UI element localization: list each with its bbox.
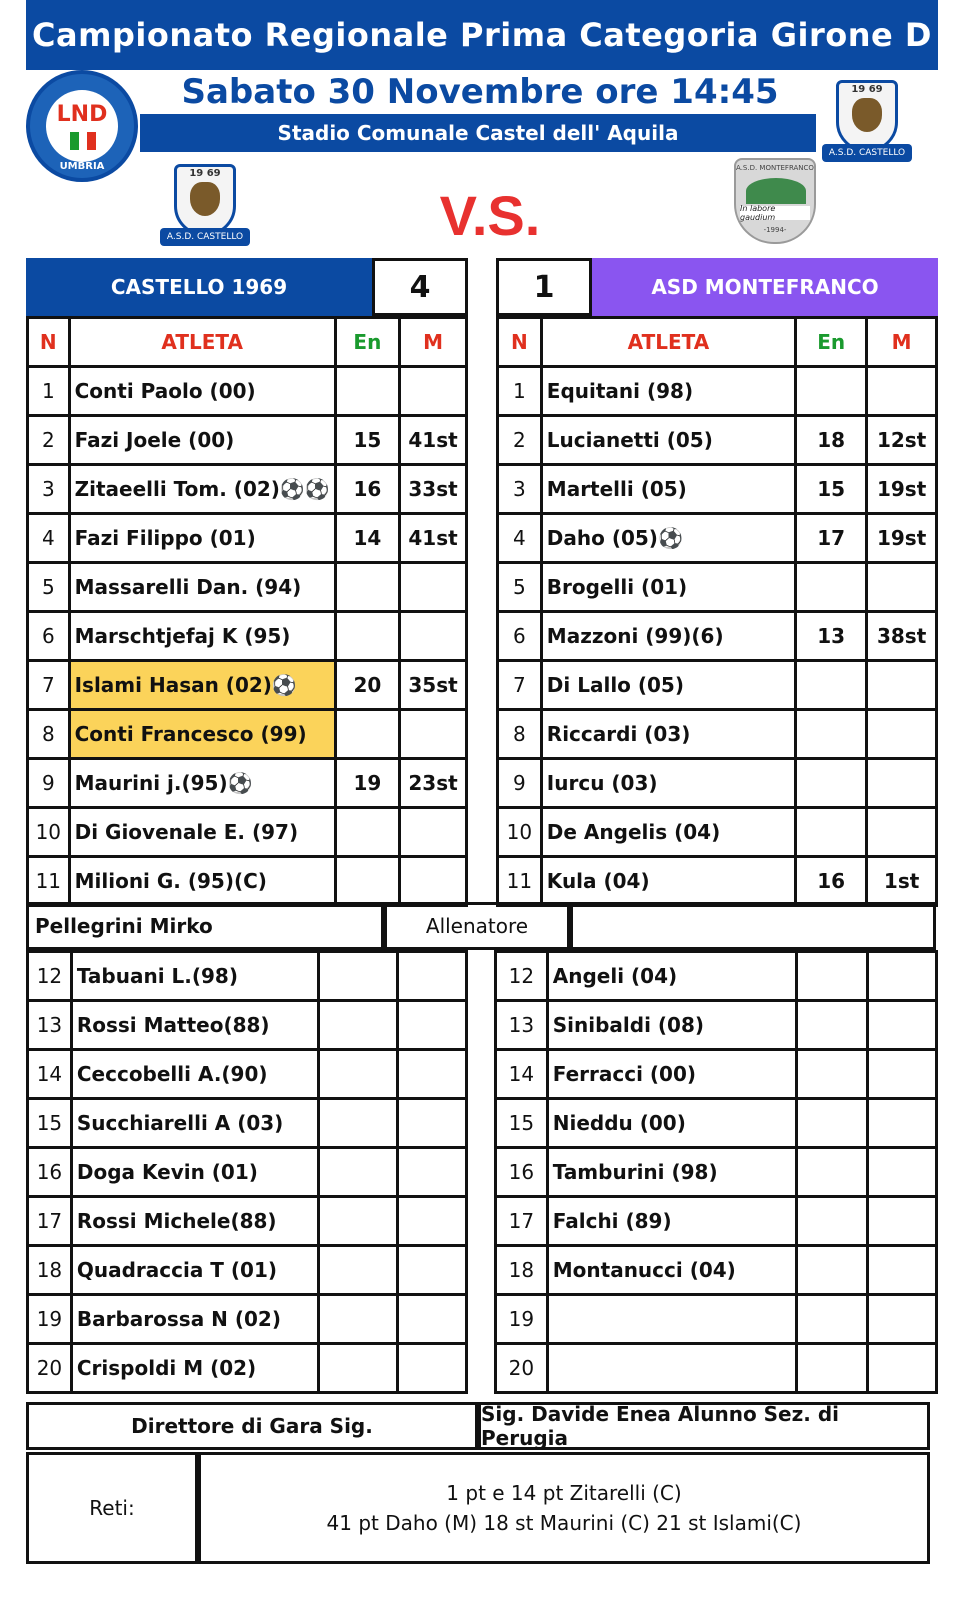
col-athlete: ATLETA — [69, 318, 335, 367]
player-en — [335, 857, 399, 906]
player-number: 1 — [498, 367, 542, 416]
player-en — [796, 710, 867, 759]
versus-label: V.S. — [439, 183, 541, 247]
table-row — [28, 952, 467, 1001]
player-number: 4 — [498, 514, 542, 563]
player-en: 16 — [796, 857, 867, 906]
player-en: 18 — [796, 416, 867, 465]
player-number: 1 — [28, 367, 70, 416]
player-minute — [400, 367, 467, 416]
table-header — [28, 318, 467, 367]
player-minute — [867, 563, 937, 612]
away-subs-table — [494, 950, 938, 1394]
player-number: 13 — [28, 1001, 72, 1050]
player-name: De Angelis (04) — [541, 808, 795, 857]
home-starters-table — [26, 316, 468, 907]
table-row — [496, 952, 937, 1001]
table-row — [496, 1295, 937, 1344]
player-number: 12 — [28, 952, 72, 1001]
player-number: 11 — [498, 857, 542, 906]
player-en: 13 — [796, 612, 867, 661]
player-en — [319, 1148, 398, 1197]
away-starters-table — [496, 316, 938, 907]
player-minute — [867, 710, 937, 759]
table-row — [498, 759, 937, 808]
player-minute — [867, 1001, 936, 1050]
referee-label: Direttore di Gara Sig. — [26, 1402, 478, 1450]
table-row — [28, 1001, 467, 1050]
player-name: Marschtjefaj K (95) — [69, 612, 335, 661]
col-n: N — [28, 318, 70, 367]
lnd-umbria-logo — [26, 70, 138, 182]
table-row — [498, 563, 937, 612]
player-minute — [867, 1197, 936, 1246]
player-number: 18 — [28, 1246, 72, 1295]
player-en: 14 — [335, 514, 399, 563]
player-minute — [400, 857, 467, 906]
player-number: 17 — [496, 1197, 548, 1246]
table-row — [498, 514, 937, 563]
player-name: Kula (04) — [541, 857, 795, 906]
table-row — [498, 710, 937, 759]
player-name: Ferracci (00) — [547, 1050, 796, 1099]
player-en — [796, 808, 867, 857]
player-en — [796, 1197, 867, 1246]
player-name: Di Lallo (05) — [541, 661, 795, 710]
player-minute — [400, 710, 467, 759]
table-row — [28, 1344, 467, 1393]
table-row — [28, 1099, 467, 1148]
table-row — [496, 1148, 937, 1197]
player-name: Rossi Matteo(88) — [71, 1001, 318, 1050]
player-en — [319, 1344, 398, 1393]
player-minute — [867, 952, 936, 1001]
table-row — [28, 857, 467, 906]
player-name: Mazzoni (99)(6) — [541, 612, 795, 661]
player-en: 19 — [335, 759, 399, 808]
player-en — [319, 952, 398, 1001]
castello-crest-logo-top — [822, 80, 912, 166]
player-number: 9 — [498, 759, 542, 808]
table-row — [496, 1050, 937, 1099]
crest-year: 19 69 — [851, 84, 883, 95]
goals-line-2: 41 pt Daho (M) 18 st Maurini (C) 21 st Islami(C) — [326, 1511, 802, 1535]
player-en: 15 — [335, 416, 399, 465]
player-en — [319, 1295, 398, 1344]
mountains-icon — [746, 178, 806, 204]
player-minute — [867, 759, 937, 808]
player-number: 7 — [498, 661, 542, 710]
player-minute — [867, 808, 937, 857]
player-en — [335, 367, 399, 416]
player-name: Islami Hasan (02)⚽ — [69, 661, 335, 710]
player-name: Crispoldi M (02) — [71, 1344, 318, 1393]
table-row — [496, 1246, 937, 1295]
player-name: Barbarossa N (02) — [71, 1295, 318, 1344]
player-en — [335, 808, 399, 857]
match-date: Sabato 30 Novembre ore 14:45 — [181, 72, 779, 112]
player-number: 12 — [496, 952, 548, 1001]
player-en — [319, 1099, 398, 1148]
player-minute — [867, 1099, 936, 1148]
player-name: Lucianetti (05) — [541, 416, 795, 465]
player-name: Martelli (05) — [541, 465, 795, 514]
home-score: 4 — [372, 258, 468, 316]
table-row — [498, 612, 937, 661]
player-minute: 41st — [400, 514, 467, 563]
player-minute: 41st — [400, 416, 467, 465]
col-n: N — [498, 318, 542, 367]
player-number: 2 — [28, 416, 70, 465]
player-name — [547, 1295, 796, 1344]
player-en — [796, 952, 867, 1001]
player-minute: 19st — [867, 514, 937, 563]
player-number: 15 — [28, 1099, 72, 1148]
home-coach-name: Pellegrini Mirko — [26, 902, 384, 950]
player-number: 17 — [28, 1197, 72, 1246]
table-row — [28, 710, 467, 759]
player-en — [319, 1001, 398, 1050]
table-row — [498, 661, 937, 710]
player-number: 14 — [28, 1050, 72, 1099]
player-number: 19 — [496, 1295, 548, 1344]
player-en — [319, 1246, 398, 1295]
player-name: Montanucci (04) — [547, 1246, 796, 1295]
player-minute — [867, 1148, 936, 1197]
player-en — [796, 563, 867, 612]
player-minute — [398, 952, 467, 1001]
player-name: Conti Francesco (99) — [69, 710, 335, 759]
crest-banner: A.S.D. CASTELLO — [822, 144, 912, 162]
eagle-icon — [190, 182, 220, 216]
player-minute: 35st — [400, 661, 467, 710]
table-row — [28, 367, 467, 416]
montefranco-motto: In labore gaudium — [740, 206, 810, 220]
player-number: 5 — [498, 563, 542, 612]
player-minute — [400, 563, 467, 612]
player-number: 2 — [498, 416, 542, 465]
player-number: 16 — [496, 1148, 548, 1197]
player-en — [796, 661, 867, 710]
player-name: Conti Paolo (00) — [69, 367, 335, 416]
player-name: Doga Kevin (01) — [71, 1148, 318, 1197]
page-title: Campionato Regionale Prima Categoria Girone D — [26, 0, 938, 70]
table-row — [498, 416, 937, 465]
table-row — [28, 661, 467, 710]
player-name: Zitaeelli Tom. (02)⚽⚽ — [69, 465, 335, 514]
player-name: Fazi Joele (00) — [69, 416, 335, 465]
col-athlete: ATLETA — [541, 318, 795, 367]
player-minute — [867, 1050, 936, 1099]
player-number: 3 — [28, 465, 70, 514]
table-row — [28, 563, 467, 612]
castello-crest-logo — [160, 164, 250, 250]
player-minute — [867, 661, 937, 710]
player-name: Iurcu (03) — [541, 759, 795, 808]
player-en — [796, 1246, 867, 1295]
player-minute — [398, 1295, 467, 1344]
table-row — [498, 465, 937, 514]
player-en — [335, 563, 399, 612]
player-en: 16 — [335, 465, 399, 514]
stadium-name: Stadio Comunale Castel dell' Aquila — [140, 114, 816, 152]
player-en — [796, 1344, 867, 1393]
table-row — [28, 465, 467, 514]
player-number: 15 — [496, 1099, 548, 1148]
player-minute: 19st — [867, 465, 937, 514]
player-name: Riccardi (03) — [541, 710, 795, 759]
col-en: En — [335, 318, 399, 367]
player-name: Milioni G. (95)(C) — [69, 857, 335, 906]
table-row — [28, 1050, 467, 1099]
player-minute — [398, 1099, 467, 1148]
player-en — [796, 1295, 867, 1344]
player-minute — [398, 1197, 467, 1246]
player-en: 20 — [335, 661, 399, 710]
player-number: 10 — [28, 808, 70, 857]
player-name: Ceccobelli A.(90) — [71, 1050, 318, 1099]
player-number: 14 — [496, 1050, 548, 1099]
col-en: En — [796, 318, 867, 367]
player-name: Fazi Filippo (01) — [69, 514, 335, 563]
player-minute: 38st — [867, 612, 937, 661]
player-number: 6 — [28, 612, 70, 661]
player-name: Rossi Michele(88) — [71, 1197, 318, 1246]
player-number: 19 — [28, 1295, 72, 1344]
table-row — [498, 808, 937, 857]
player-name: Tamburini (98) — [547, 1148, 796, 1197]
player-en — [796, 1148, 867, 1197]
player-number: 8 — [498, 710, 542, 759]
away-score: 1 — [496, 258, 592, 316]
goals-line-1: 1 pt e 14 pt Zitarelli (C) — [446, 1481, 682, 1505]
player-minute — [398, 1148, 467, 1197]
player-minute: 12st — [867, 416, 937, 465]
player-name: Tabuani L.(98) — [71, 952, 318, 1001]
player-number: 7 — [28, 661, 70, 710]
player-name: Daho (05)⚽ — [541, 514, 795, 563]
player-minute: 33st — [400, 465, 467, 514]
player-en — [335, 612, 399, 661]
montefranco-logo-top: A.S.D. MONTEFRANCO — [736, 164, 814, 172]
player-en — [319, 1050, 398, 1099]
player-minute — [398, 1001, 467, 1050]
player-minute: 23st — [400, 759, 467, 808]
table-row — [28, 1148, 467, 1197]
player-name: Sinibaldi (08) — [547, 1001, 796, 1050]
player-number: 13 — [496, 1001, 548, 1050]
lnd-logo-text: LND — [56, 102, 108, 127]
table-row — [496, 1001, 937, 1050]
table-row — [28, 514, 467, 563]
home-team-name: CASTELLO 1969 — [26, 258, 372, 316]
table-row — [28, 808, 467, 857]
goals-label: Reti: — [26, 1452, 198, 1564]
player-minute — [867, 1246, 936, 1295]
player-number: 11 — [28, 857, 70, 906]
table-row — [498, 857, 937, 906]
referee-name: Sig. Davide Enea Alunno Sez. di Perugia — [478, 1402, 930, 1450]
lnd-logo-region: UMBRIA — [59, 161, 105, 172]
table-row — [496, 1197, 937, 1246]
player-number: 8 — [28, 710, 70, 759]
player-name: Quadraccia T (01) — [71, 1246, 318, 1295]
table-row — [28, 1246, 467, 1295]
player-en: 17 — [796, 514, 867, 563]
eagle-icon — [852, 98, 882, 132]
table-row — [496, 1344, 937, 1393]
table-row — [28, 1295, 467, 1344]
away-coach-name — [570, 902, 936, 950]
player-number: 10 — [498, 808, 542, 857]
player-number: 4 — [28, 514, 70, 563]
player-en — [796, 759, 867, 808]
player-name: Falchi (89) — [547, 1197, 796, 1246]
coach-label: Allenatore — [384, 902, 570, 950]
table-row — [28, 416, 467, 465]
player-minute — [867, 1344, 936, 1393]
table-header — [498, 318, 937, 367]
table-row — [28, 612, 467, 661]
player-number: 3 — [498, 465, 542, 514]
montefranco-logo — [734, 158, 816, 244]
player-name: Di Giovenale E. (97) — [69, 808, 335, 857]
player-number: 18 — [496, 1246, 548, 1295]
crest-banner: A.S.D. CASTELLO — [160, 228, 250, 246]
table-row — [28, 759, 467, 808]
player-name: Maurini j.(95)⚽ — [69, 759, 335, 808]
player-name — [547, 1344, 796, 1393]
player-minute — [867, 1295, 936, 1344]
col-m: M — [867, 318, 937, 367]
player-number: 6 — [498, 612, 542, 661]
player-en — [319, 1197, 398, 1246]
home-subs-table — [26, 950, 468, 1394]
player-en — [796, 367, 867, 416]
player-minute — [398, 1344, 467, 1393]
italy-flag-icon — [70, 132, 96, 150]
player-en: 15 — [796, 465, 867, 514]
player-en — [335, 710, 399, 759]
player-number: 5 — [28, 563, 70, 612]
player-number: 16 — [28, 1148, 72, 1197]
player-name: Nieddu (00) — [547, 1099, 796, 1148]
player-minute — [398, 1246, 467, 1295]
col-m: M — [400, 318, 467, 367]
player-minute — [398, 1050, 467, 1099]
player-en — [796, 1099, 867, 1148]
player-name: Angeli (04) — [547, 952, 796, 1001]
player-en — [796, 1050, 867, 1099]
table-row — [28, 1197, 467, 1246]
player-name: Brogelli (01) — [541, 563, 795, 612]
away-team-name: ASD MONTEFRANCO — [592, 258, 938, 316]
table-row — [496, 1099, 937, 1148]
player-name: Succhiarelli A (03) — [71, 1099, 318, 1148]
montefranco-year: -1994- — [763, 226, 787, 234]
player-minute — [400, 612, 467, 661]
player-name: Equitani (98) — [541, 367, 795, 416]
table-row — [498, 367, 937, 416]
player-minute: 1st — [867, 857, 937, 906]
player-number: 20 — [496, 1344, 548, 1393]
player-number: 9 — [28, 759, 70, 808]
player-name: Massarelli Dan. (94) — [69, 563, 335, 612]
player-minute — [400, 808, 467, 857]
player-en — [796, 1001, 867, 1050]
goals-summary — [198, 1452, 930, 1564]
player-number: 20 — [28, 1344, 72, 1393]
crest-year: 19 69 — [189, 168, 221, 179]
player-minute — [867, 367, 937, 416]
